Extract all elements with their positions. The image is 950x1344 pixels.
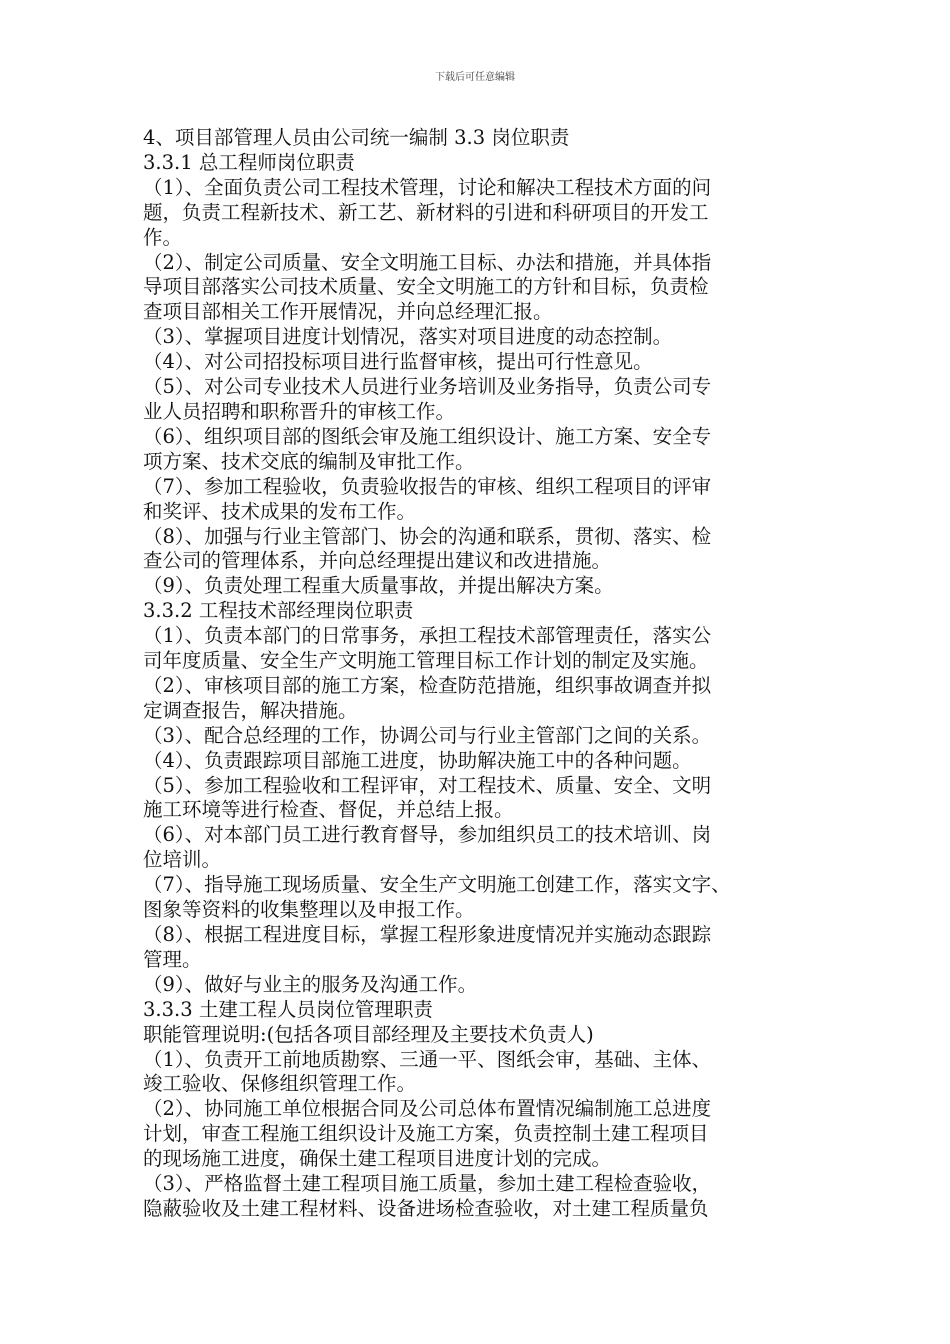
text-line: 隐蔽验收及土建工程材料、设备进场检查验收，对土建工程质量负 [143,1196,709,1220]
text-line: 定调查报告，解决措施。 [143,698,358,722]
text-line: 作。 [143,225,183,249]
text-line: 题，负责工程新技术、新工艺、新材料的引进和科研项目的开发工 [143,200,709,224]
text-line: （9）、负责处理工程重大质量事故，并提出解决方案。 [143,574,614,598]
text-line: 施工环境等进行检查、督促，并总结上报。 [143,798,514,822]
text-line: （1）、负责本部门的日常事务，承担工程技术部管理责任，落实公 [143,624,712,648]
text-line: （6）、对本部门员工进行教育督导，参加组织员工的技术培训、岗 [143,823,712,847]
text-line: （7）、指导施工现场质量、安全生产文明施工创建工作，落实文字、 [143,873,731,897]
text-line: （5）、参加工程验收和工程评审，对工程技术、质量、安全、文明 [143,773,712,797]
text-line: （4）、对公司招投标项目进行监督审核，提出可行性意见。 [143,350,653,374]
text-line: （1）、全面负责公司工程技术管理，讨论和解决工程技术方面的问 [143,175,712,199]
text-line: （2）、审核项目部的施工方案，检查防范措施，组织事故调查并拟 [143,673,712,697]
text-line: （3）、严格监督土建工程项目施工质量，参加土建工程检查验收， [143,1172,712,1196]
text-line: （7）、参加工程验收，负责验收报告的审核、组织工程项目的评审 [143,474,712,498]
text-line: （5）、对公司专业技术人员进行业务培训及业务指导，负责公司专 [143,375,712,399]
text-line: （3）、配合总经理的工作，协调公司与行业主管部门之间的关系。 [143,723,712,747]
text-line: 查公司的管理体系，并向总经理提出建议和改进措施。 [143,549,612,573]
text-line: 职能管理说明:(包括各项目部经理及主要技术负责人) [143,1022,594,1046]
text-line: 3.3.3 土建工程人员岗位管理职责 [143,997,433,1021]
text-line: 计划，审查工程施工组织设计及施工方案，负责控制土建工程项目 [143,1122,709,1146]
document-body [143,126,813,1222]
text-line: （2）、协同施工单位根据合同及公司总体布置情况编制施工总进度 [143,1097,712,1121]
text-line: 3.3.2 工程技术部经理岗位职责 [143,599,414,623]
text-line: 查项目部相关工作开展情况，并向总经理汇报。 [143,300,553,324]
text-line: （3）、掌握项目进度计划情况，落实对项目进度的动态控制。 [143,325,673,349]
text-line: （2）、制定公司质量、安全文明施工目标、办法和措施，并具体指 [143,250,712,274]
text-line: 的现场施工进度，确保土建工程项目进度计划的完成。 [143,1147,612,1171]
text-line: （9）、做好与业主的服务及沟通工作。 [143,972,478,996]
text-line: 管理。 [143,947,202,971]
text-line: 和奖评、技术成果的发布工作。 [143,499,417,523]
text-line: 位培训。 [143,848,222,872]
text-line: 图象等资料的收集整理以及申报工作。 [143,898,475,922]
text-line: 4、项目部管理人员由公司统一编制 3.3 岗位职责 [143,126,570,149]
text-line: （8）、根据工程进度目标，掌握工程形象进度情况并实施动态跟踪 [143,923,712,946]
text-line: 竣工验收、保修组织管理工作。 [143,1072,417,1096]
text-line: 司年度质量、安全生产文明施工管理目标工作计划的制定及实施。 [143,649,709,673]
text-line: （4）、负责跟踪项目部施工进度，协助解决施工中的各种问题。 [143,748,692,772]
text-line: （6）、组织项目部的图纸会审及施工组织设计、施工方案、安全专 [143,424,712,448]
text-line: 3.3.1 总工程师岗位职责 [143,150,355,174]
text-line: 导项目部落实公司技术质量、安全文明施工的方针和目标，负责检 [143,275,709,299]
text-line: 业人员招聘和职称晋升的审核工作。 [143,399,456,423]
text-line: （1）、负责开工前地质勘察、三通一平、图纸会审，基础、主体、 [143,1047,712,1071]
text-line: （8）、加强与行业主管部门、协会的沟通和联系，贯彻、落实、检 [143,524,712,548]
text-line: 项方案、技术交底的编制及审批工作。 [143,449,475,473]
page-header: 下载后可任意编辑 [435,72,515,83]
